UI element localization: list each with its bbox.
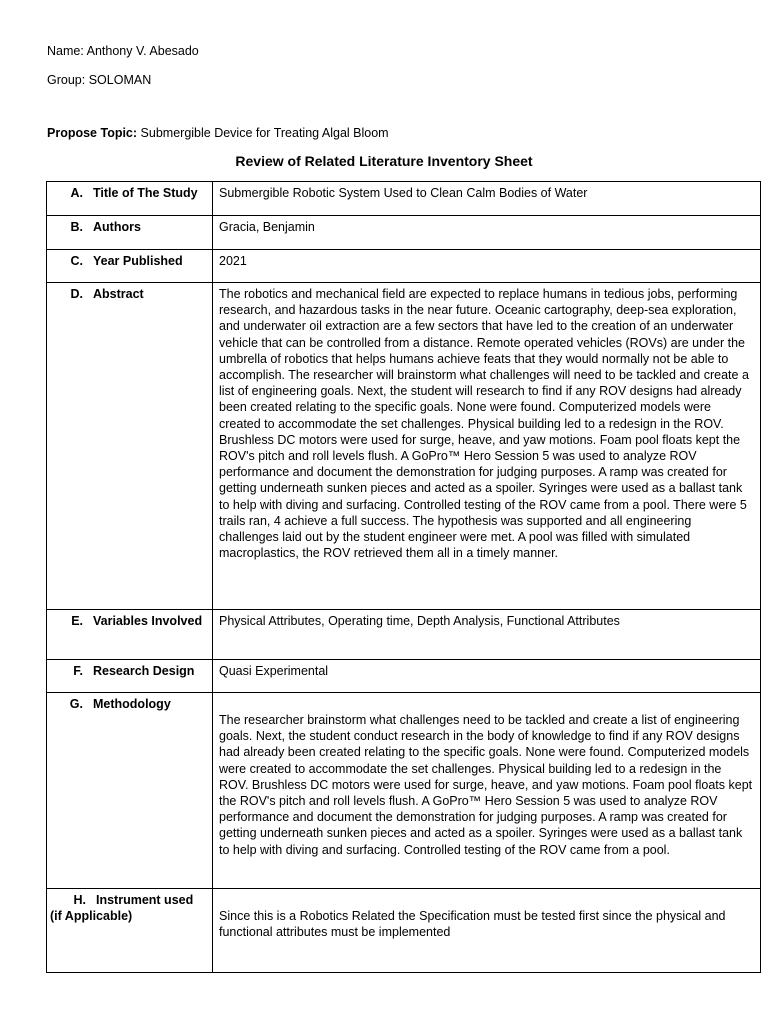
row-letter: G. (69, 697, 83, 711)
row-label-cell (47, 889, 213, 973)
row-value: 2021 (213, 250, 761, 283)
row-label-cell (47, 693, 213, 889)
table-row (47, 216, 761, 250)
row-label: Abstract (93, 287, 144, 301)
methodology-cell (213, 693, 761, 889)
topic-value: Submergible Device for Treating Algal Bloom (140, 126, 389, 140)
row-value: Quasi Experimental (213, 660, 761, 693)
sheet-title: Review of Related Literature Inventory Sheet (235, 153, 533, 169)
table-row (47, 660, 761, 693)
table-row (47, 250, 761, 283)
table-row (47, 889, 761, 973)
group-line (47, 73, 151, 87)
row-label: Variables Involved (93, 614, 203, 628)
row-label-cell (47, 283, 213, 610)
row-value: Submergible Robotic System Used to Clean Calm Bodies of Water (213, 182, 761, 216)
row-value: The researcher brainstorm what challenges need to be tackled and create a list of engineering goals. Next, the student conduct research in the body of knowledge to find if any ROV designs had already been created relating to the specific goals. None were found. Computerized models were created to accommodate the set challenges. Physical building led to a redesign in the ROV. Brushless DC motors were used for surge, heave, and yaw motions. Foam pool floats kept the ROV's pitch and roll levels flush. A GoPro™ Hero Session 5 was used to analyze ROV performance and document the demonstration for judging purposes. A ramp was created for getting underneath sunken pieces and acted as a spoiler. Syringes were used as a ballast tank to help with diving and surfacing. Controlled testing of the ROV came from a pool. (219, 713, 753, 857)
row-value: The robotics and mechanical field are expected to replace humans in tedious jobs, performing research, and hazardous tasks in the near future. Oceanic cartography, deep-sea exploration, and underwater oil extraction are a few sectors that have led to the creation of an underwater vehicle that can be controlled from a distance. Remote operated vehicles (ROVs) are under the umbrella of robotics that helps humans achieve feats that they would normally not be able to accomplish. The researcher will brainstorm what challenges will need to be tackled and create a list of engineering goals. Next, the student will research to find if any ROV designs had already been created relating to the specific goals. None were found. Computerized models were created to accommodate the set challenges. Physical building led to a redesign in the ROV. Brushless DC motors were used for surge, heave, and yaw motions. Foam pool floats kept the ROV's pitch and roll levels flush. A GoPro™ Hero Session 5 was used to analyze ROV performance and document the demonstration for judging purposes. A ramp was created for getting underneath sunken pieces and acted as a spoiler. Syringes were used as a ballast tank to help with diving and surfacing. Controlled testing of the ROV came from a pool. There were 5 trails ran, 4 achieve a full success. The hypothesis was supported and all engineering challenges laid out by the student engineer were met. A pool was filled with simulated macroplastics, the ROV retrieved them all in a timely manner. (213, 283, 761, 610)
row-letter: E. (71, 614, 83, 628)
row-label: Title of The Study (93, 186, 198, 200)
proposed-topic-line (47, 126, 389, 140)
row-letter: F. (73, 664, 83, 678)
row-letter: D. (70, 287, 83, 301)
instrument-cell (213, 889, 761, 973)
row-label-cell (47, 660, 213, 693)
table-row (47, 610, 761, 660)
topic-label: Propose Topic: (47, 126, 138, 140)
row-label-cell (47, 182, 213, 216)
row-label: Research Design (93, 664, 195, 678)
row-value: Physical Attributes, Operating time, Depth Analysis, Functional Attributes (213, 610, 761, 660)
row-label: Instrument used (96, 893, 194, 907)
row-label: Methodology (93, 697, 171, 711)
name-label: Name: (47, 44, 84, 58)
row-label: Authors (93, 220, 141, 234)
row-label-cell (47, 610, 213, 660)
row-label-cell (47, 216, 213, 250)
row-value: Gracia, Benjamin (213, 216, 761, 250)
table-row (47, 693, 761, 889)
name-value: Anthony V. Abesado (86, 44, 199, 58)
row-label-note: (if Applicable) (50, 909, 133, 924)
row-value: Since this is a Robotics Related the Specification must be tested first since the physical and functional attributes must be implemented (219, 909, 726, 940)
row-label-cell (47, 250, 213, 283)
row-label: Year Published (93, 254, 183, 268)
table-row (47, 283, 761, 610)
group-value: SOLOMAN (88, 73, 152, 87)
row-letter: C. (70, 254, 83, 268)
row-letter: H. (73, 893, 86, 907)
literature-inventory-table (46, 181, 761, 973)
student-name-line (47, 44, 199, 58)
row-letter: B. (70, 220, 83, 234)
table-row (47, 182, 761, 216)
group-label: Group: (47, 73, 86, 87)
row-letter: A. (70, 186, 83, 200)
